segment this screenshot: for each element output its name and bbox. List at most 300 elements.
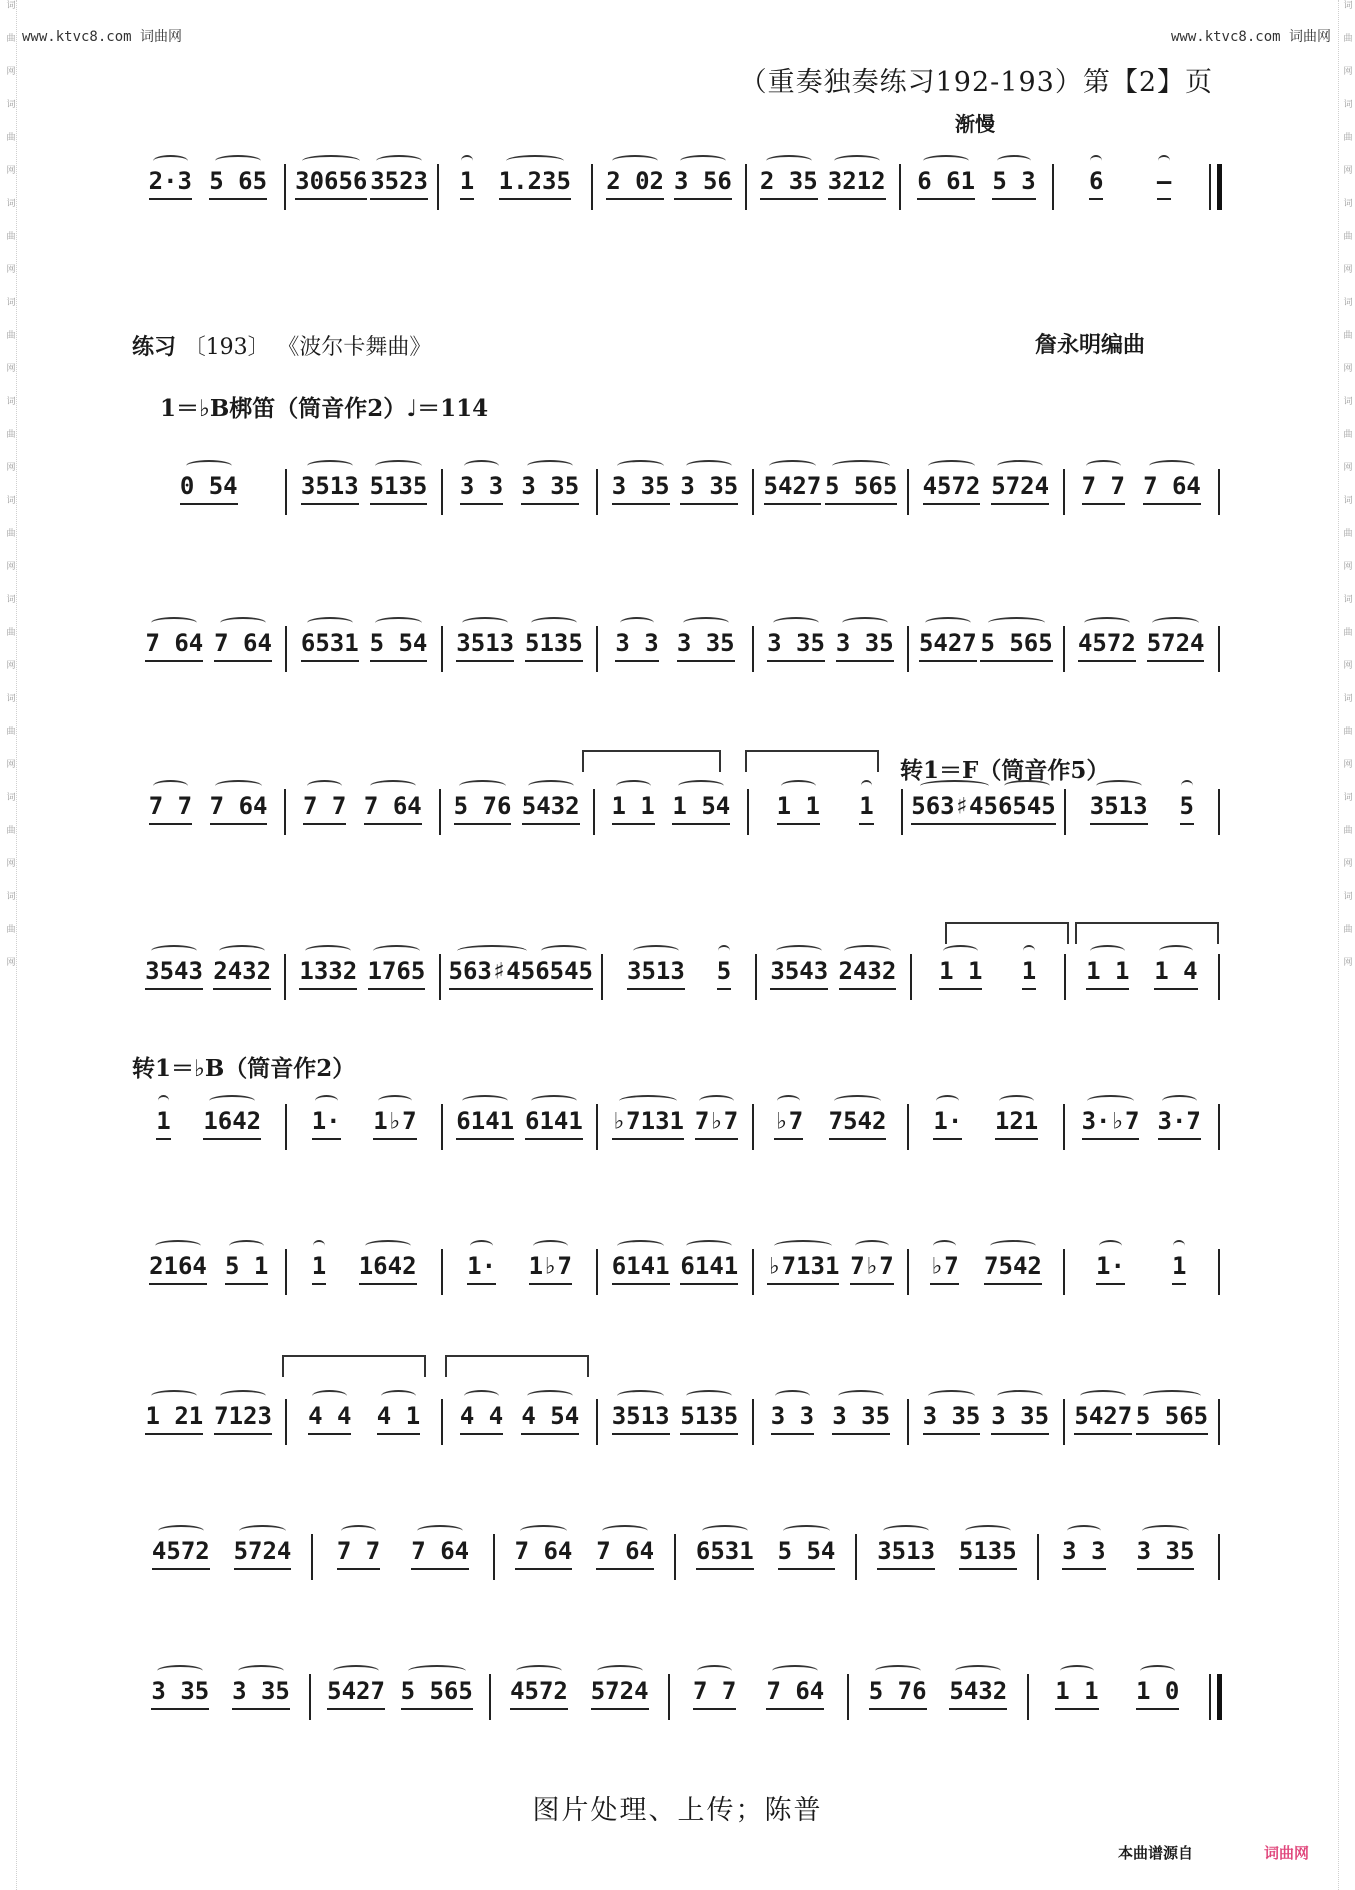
note-group: 3523 xyxy=(370,167,428,200)
measure xyxy=(899,164,1053,210)
note-group: 3 35 xyxy=(680,472,738,505)
note-group: 121 xyxy=(995,1107,1038,1140)
note-group: 1 21 xyxy=(145,1402,203,1435)
measure xyxy=(752,1104,907,1150)
side-watermark-char: 词 xyxy=(4,594,15,603)
note-group: ♭7 xyxy=(930,1252,959,1285)
note-group: 6 61 xyxy=(917,167,975,200)
note-group: 1♭7 xyxy=(373,1107,416,1140)
note-group: 4572 xyxy=(1078,629,1136,662)
note-group: 2432 xyxy=(213,957,271,990)
measure xyxy=(596,1249,751,1295)
measure xyxy=(907,1249,1062,1295)
note-group: 5 54 xyxy=(370,629,428,662)
side-watermark-char: 词 xyxy=(1341,792,1352,801)
measure xyxy=(1063,1399,1218,1445)
measure xyxy=(285,1249,440,1295)
side-watermark-strip-right xyxy=(1338,0,1353,1890)
note-group: 7 64 xyxy=(210,792,268,825)
note-group: 30656 xyxy=(295,167,367,200)
source-brand: 词曲网 xyxy=(1264,1844,1310,1862)
measure xyxy=(596,469,751,515)
note-group: 1332 xyxy=(299,957,357,990)
measure xyxy=(441,1104,596,1150)
measure xyxy=(439,789,593,835)
note-group: 1 1 xyxy=(612,792,655,825)
measure xyxy=(1064,954,1218,1000)
barline xyxy=(1218,1399,1222,1445)
side-watermark-char: 网 xyxy=(4,264,15,273)
note-group: 3·♭7 xyxy=(1082,1107,1140,1140)
note-group: 7 7 xyxy=(1082,472,1125,505)
measure xyxy=(1063,469,1218,515)
note-group: 2·3 xyxy=(149,167,192,200)
measure xyxy=(907,626,1062,672)
note-group: 5427 xyxy=(327,1677,385,1710)
side-watermark-char: 词 xyxy=(1341,891,1352,900)
note-group: 5135 xyxy=(680,1402,738,1435)
note-group: 3 35 xyxy=(232,1677,290,1710)
note-group: 6141 xyxy=(525,1107,583,1140)
note-group: 3 56 xyxy=(674,167,732,200)
key-signature: 1＝♭B梆笛（筒音作2）♩＝114 xyxy=(160,395,489,422)
side-watermark-char: 曲 xyxy=(4,726,15,735)
note-group: 5 76 xyxy=(454,792,512,825)
side-watermark-char: 词 xyxy=(4,693,15,702)
side-watermark-char: 网 xyxy=(1341,462,1352,471)
measure xyxy=(907,469,1062,515)
note-group: 1 1 xyxy=(1086,957,1129,990)
measure xyxy=(132,164,284,210)
page-title: （重奏独奏练习192-193）第【2】页 xyxy=(739,67,1213,98)
note-group: 4 1 xyxy=(377,1402,420,1435)
note-group: 1.235 xyxy=(499,167,571,200)
measure xyxy=(596,1104,751,1150)
measure xyxy=(1037,1534,1218,1580)
note-group: 3 35 xyxy=(1137,1537,1195,1570)
measure xyxy=(132,1399,285,1445)
watermark-right: www.ktvc8.com 词曲网 xyxy=(1170,29,1331,45)
note-group: 1642 xyxy=(203,1107,261,1140)
measure xyxy=(132,789,284,835)
note-group: 2 35 xyxy=(760,167,818,200)
note-group: 3513 xyxy=(456,629,514,662)
note-group: 4572 xyxy=(510,1677,568,1710)
measure xyxy=(668,1674,847,1720)
note-group: 6141 xyxy=(612,1252,670,1285)
side-watermark-char: 曲 xyxy=(4,528,15,537)
note-group: 1 xyxy=(312,1252,326,1285)
note-group: 5 565 xyxy=(825,472,897,505)
side-watermark-char: 网 xyxy=(1341,264,1352,273)
side-watermark-char: 网 xyxy=(1341,66,1352,75)
side-watermark-char: 词 xyxy=(1341,198,1352,207)
note-group: 5 76 xyxy=(869,1677,927,1710)
note-group: ♭7131 xyxy=(767,1252,839,1285)
side-watermark-char: 网 xyxy=(4,660,15,669)
note-group: 7 64 xyxy=(1143,472,1201,505)
note-group: 1 xyxy=(859,792,873,825)
note-group: 3·7 xyxy=(1158,1107,1201,1140)
note-group: 5432 xyxy=(949,1677,1007,1710)
barline xyxy=(1218,1534,1222,1580)
note-group: 3 35 xyxy=(521,472,579,505)
side-watermark-char: 曲 xyxy=(1341,429,1352,438)
note-group: 5724 xyxy=(591,1677,649,1710)
measure xyxy=(752,469,907,515)
note-group: 3 3 xyxy=(460,472,503,505)
barline xyxy=(1218,1249,1222,1295)
side-watermark-char: 曲 xyxy=(4,330,15,339)
side-watermark-char: 曲 xyxy=(4,825,15,834)
side-watermark-char: 词 xyxy=(4,396,15,405)
note-group: 1 1 xyxy=(1055,1677,1098,1710)
note-group: 6 xyxy=(1089,167,1103,200)
measure xyxy=(132,1674,309,1720)
note-group: 6531 xyxy=(301,629,359,662)
note-group: 3513 xyxy=(627,957,685,990)
side-watermark-char: 词 xyxy=(4,0,15,9)
side-watermark-char: 网 xyxy=(1341,363,1352,372)
measure xyxy=(910,954,1064,1000)
note-group: 3543 xyxy=(770,957,828,990)
measure xyxy=(309,1674,488,1720)
note-group: 4572 xyxy=(923,472,981,505)
side-watermark-char: 曲 xyxy=(4,429,15,438)
side-watermark-char: 曲 xyxy=(4,132,15,141)
measure xyxy=(441,1399,596,1445)
side-watermark-char: 词 xyxy=(1341,297,1352,306)
note-group: 7 7 xyxy=(337,1537,380,1570)
note-group: 5 565 xyxy=(1136,1402,1208,1435)
side-watermark-char: 网 xyxy=(4,165,15,174)
barline xyxy=(1218,954,1222,1000)
exercise-label: 练习 xyxy=(132,335,177,360)
watermark-left: www.ktvc8.com 词曲网 xyxy=(22,29,183,45)
note-group: 3 3 xyxy=(615,629,658,662)
notation-row xyxy=(132,940,1222,1000)
tempo-mark: 渐慢 xyxy=(955,112,995,136)
note-group: 1· xyxy=(1096,1252,1125,1285)
note-group: 2 02 xyxy=(606,167,664,200)
note-group: 3513 xyxy=(1090,792,1148,825)
measure xyxy=(441,469,596,515)
measure xyxy=(747,789,901,835)
note-group: 1 1 xyxy=(939,957,982,990)
note-group: 7542 xyxy=(829,1107,887,1140)
note-group: 5 565 xyxy=(401,1677,473,1710)
measure xyxy=(284,954,438,1000)
side-watermark-char: 词 xyxy=(4,198,15,207)
side-watermark-char: 曲 xyxy=(4,627,15,636)
side-watermark-char: 网 xyxy=(4,363,15,372)
note-group: 563♯45 xyxy=(449,957,536,990)
source-label: 本曲谱源自 xyxy=(1118,1844,1194,1862)
note-group: 5 565 xyxy=(980,629,1052,662)
notation-row xyxy=(132,1520,1222,1580)
side-watermark-char: 曲 xyxy=(4,924,15,933)
side-watermark-strip-left xyxy=(2,0,17,1890)
measure xyxy=(601,954,755,1000)
measure xyxy=(901,789,1064,835)
measure xyxy=(1052,164,1206,210)
note-group: 7♭7 xyxy=(850,1252,893,1285)
side-watermark-char: 词 xyxy=(1341,396,1352,405)
note-group: 3 35 xyxy=(612,472,670,505)
exercise-piece: 《波尔卡舞曲》 xyxy=(277,335,432,360)
note-group: 1 1 xyxy=(777,792,820,825)
measure xyxy=(674,1534,855,1580)
side-watermark-char: 曲 xyxy=(1341,33,1352,42)
side-watermark-char: 词 xyxy=(4,297,15,306)
note-group: 1 xyxy=(1022,957,1036,990)
measure xyxy=(847,1674,1026,1720)
volta-bracket xyxy=(582,750,721,772)
note-group: 1· xyxy=(467,1252,496,1285)
note-group: 3 35 xyxy=(991,1402,1049,1435)
volta-bracket xyxy=(445,1355,589,1377)
measure xyxy=(284,164,438,210)
measure xyxy=(441,1249,596,1295)
note-group: 7 7 xyxy=(149,792,192,825)
side-watermark-char: 曲 xyxy=(1341,528,1352,537)
side-watermark-char: 曲 xyxy=(1341,132,1352,141)
side-watermark-char: 词 xyxy=(4,792,15,801)
side-watermark-char: 曲 xyxy=(1341,627,1352,636)
side-watermark-char: 网 xyxy=(1341,957,1352,966)
measure xyxy=(1063,1104,1218,1150)
note-group: ♭7 xyxy=(774,1107,803,1140)
note-group: 4 4 xyxy=(460,1402,503,1435)
side-watermark-char: 网 xyxy=(4,66,15,75)
side-watermark-char: 网 xyxy=(4,957,15,966)
exercise-number: 〔193〕 xyxy=(183,335,270,360)
measure xyxy=(132,1249,285,1295)
note-group: 3513 xyxy=(877,1537,935,1570)
side-watermark-char: 网 xyxy=(1341,858,1352,867)
side-watermark-char: 曲 xyxy=(1341,330,1352,339)
note-group: 3 3 xyxy=(771,1402,814,1435)
notation-row xyxy=(132,1235,1222,1295)
notation-row xyxy=(132,455,1222,515)
side-watermark-char: 网 xyxy=(4,858,15,867)
note-group: 5427 xyxy=(764,472,822,505)
note-group: 7 64 xyxy=(411,1537,469,1570)
note-group: 5 xyxy=(1180,792,1194,825)
note-group: 2432 xyxy=(839,957,897,990)
measure xyxy=(311,1534,492,1580)
composer: 詹永明编曲 xyxy=(1035,332,1146,358)
note-group: 5427 xyxy=(1074,1402,1132,1435)
note-group: 5135 xyxy=(525,629,583,662)
measure xyxy=(284,789,438,835)
note-group: 1642 xyxy=(359,1252,417,1285)
note-group: 3 35 xyxy=(151,1677,209,1710)
measure xyxy=(132,954,284,1000)
side-watermark-char: 曲 xyxy=(1341,825,1352,834)
measure xyxy=(493,1534,674,1580)
barline xyxy=(1218,626,1222,672)
measure xyxy=(855,1534,1036,1580)
measure xyxy=(1027,1674,1206,1720)
note-group: 0 54 xyxy=(180,472,238,505)
notation-row xyxy=(132,150,1222,210)
side-watermark-char: 词 xyxy=(1341,693,1352,702)
side-watermark-char: 词 xyxy=(4,99,15,108)
note-group: 3 35 xyxy=(832,1402,890,1435)
note-group: 1765 xyxy=(368,957,426,990)
note-group: 7123 xyxy=(214,1402,272,1435)
note-group: 563♯45 xyxy=(911,792,998,825)
measure xyxy=(596,626,751,672)
notation-row xyxy=(132,1660,1222,1720)
note-group: 5 3 xyxy=(992,167,1035,200)
measure xyxy=(593,789,747,835)
measure xyxy=(907,1104,1062,1150)
measure xyxy=(907,1399,1062,1445)
barline xyxy=(1218,789,1222,835)
note-group: 2164 xyxy=(149,1252,207,1285)
notation-row xyxy=(132,775,1222,835)
side-watermark-char: 曲 xyxy=(4,231,15,240)
note-group: 7 64 xyxy=(596,1537,654,1570)
measure xyxy=(1064,789,1218,835)
note-group: 7 64 xyxy=(364,792,422,825)
note-group: 6141 xyxy=(456,1107,514,1140)
measure xyxy=(596,1399,751,1445)
measure xyxy=(285,1399,440,1445)
note-group: 5135 xyxy=(370,472,428,505)
measure xyxy=(591,164,745,210)
note-group: 1· xyxy=(933,1107,962,1140)
note-group: 3543 xyxy=(145,957,203,990)
volta-bracket xyxy=(745,750,879,772)
note-group: 7 64 xyxy=(145,629,203,662)
side-watermark-char: 曲 xyxy=(4,33,15,42)
measure xyxy=(752,1249,907,1295)
measure xyxy=(132,626,285,672)
side-watermark-char: 曲 xyxy=(1341,231,1352,240)
note-group: 5135 xyxy=(959,1537,1017,1570)
measure xyxy=(1063,626,1218,672)
side-watermark-char: 网 xyxy=(4,462,15,471)
note-group: 5724 xyxy=(234,1537,292,1570)
note-group: 3513 xyxy=(301,472,359,505)
note-group: 6141 xyxy=(680,1252,738,1285)
exercise-heading xyxy=(132,330,431,361)
note-group: 7 64 xyxy=(766,1677,824,1710)
note-group: 1 54 xyxy=(672,792,730,825)
note-group: 3 35 xyxy=(677,629,735,662)
note-group: 6545 xyxy=(998,792,1056,825)
note-group: 5 54 xyxy=(778,1537,836,1570)
measure xyxy=(132,1534,311,1580)
notation-row xyxy=(132,1090,1222,1150)
side-watermark-char: 网 xyxy=(4,561,15,570)
measure xyxy=(285,1104,440,1150)
note-group: 7542 xyxy=(984,1252,1042,1285)
note-group: – xyxy=(1157,167,1171,200)
measure xyxy=(132,1104,285,1150)
measure xyxy=(489,1674,668,1720)
upload-credit: 图片处理、上传；陈普 xyxy=(532,1795,823,1826)
notation-row xyxy=(132,1385,1222,1445)
note-group: 1 xyxy=(1172,1252,1186,1285)
measure xyxy=(285,469,440,515)
final-barline xyxy=(1209,164,1222,210)
note-group: 3 3 xyxy=(1062,1537,1105,1570)
note-group: 3 35 xyxy=(836,629,894,662)
measure xyxy=(439,954,602,1000)
note-group: 3513 xyxy=(612,1402,670,1435)
note-group: 3 35 xyxy=(767,629,825,662)
note-group: 1♭7 xyxy=(529,1252,572,1285)
note-group: 5 1 xyxy=(225,1252,268,1285)
notation-row xyxy=(132,612,1222,672)
note-group: 7♭7 xyxy=(695,1107,738,1140)
side-watermark-char: 词 xyxy=(1341,495,1352,504)
side-watermark-char: 曲 xyxy=(1341,924,1352,933)
measure xyxy=(437,164,591,210)
side-watermark-char: 词 xyxy=(4,495,15,504)
side-watermark-char: 网 xyxy=(1341,759,1352,768)
note-group: 5432 xyxy=(522,792,580,825)
side-watermark-char: 网 xyxy=(1341,561,1352,570)
measure xyxy=(285,626,440,672)
side-watermark-char: 曲 xyxy=(1341,726,1352,735)
measure xyxy=(132,469,285,515)
note-group: 5 65 xyxy=(209,167,267,200)
measure xyxy=(752,1399,907,1445)
modulation-bflat: 转1＝♭B（筒音作2） xyxy=(132,1055,356,1082)
measure xyxy=(1063,1249,1218,1295)
note-group: 1 0 xyxy=(1136,1677,1179,1710)
volta-bracket xyxy=(282,1355,426,1377)
note-group: 5427 xyxy=(919,629,977,662)
side-watermark-char: 词 xyxy=(1341,0,1352,9)
side-watermark-char: 网 xyxy=(4,759,15,768)
measure xyxy=(441,626,596,672)
note-group: 7 64 xyxy=(214,629,272,662)
note-group: 4 4 xyxy=(308,1402,351,1435)
final-barline xyxy=(1209,1674,1222,1720)
measure xyxy=(752,626,907,672)
note-group: 4572 xyxy=(152,1537,210,1570)
note-group: 3212 xyxy=(828,167,886,200)
note-group: 6545 xyxy=(535,957,593,990)
note-group: 4 54 xyxy=(521,1402,579,1435)
note-group: ♭7131 xyxy=(612,1107,684,1140)
note-group: 5724 xyxy=(1147,629,1205,662)
side-watermark-char: 词 xyxy=(4,891,15,900)
side-watermark-char: 网 xyxy=(1341,660,1352,669)
barline xyxy=(1218,1104,1222,1150)
note-group: 1· xyxy=(312,1107,341,1140)
note-group: 7 7 xyxy=(303,792,346,825)
note-group: 7 7 xyxy=(693,1677,736,1710)
side-watermark-char: 网 xyxy=(1341,165,1352,174)
note-group: 5 xyxy=(717,957,731,990)
side-watermark-char: 词 xyxy=(1341,99,1352,108)
side-watermark-char: 词 xyxy=(1341,594,1352,603)
note-group: 7 64 xyxy=(515,1537,573,1570)
modulation-f: 转1＝F（筒音作5） xyxy=(900,757,1110,784)
note-group: 5724 xyxy=(991,472,1049,505)
barline xyxy=(1218,469,1222,515)
measure xyxy=(745,164,899,210)
measure xyxy=(755,954,909,1000)
note-group: 1 xyxy=(460,167,474,200)
